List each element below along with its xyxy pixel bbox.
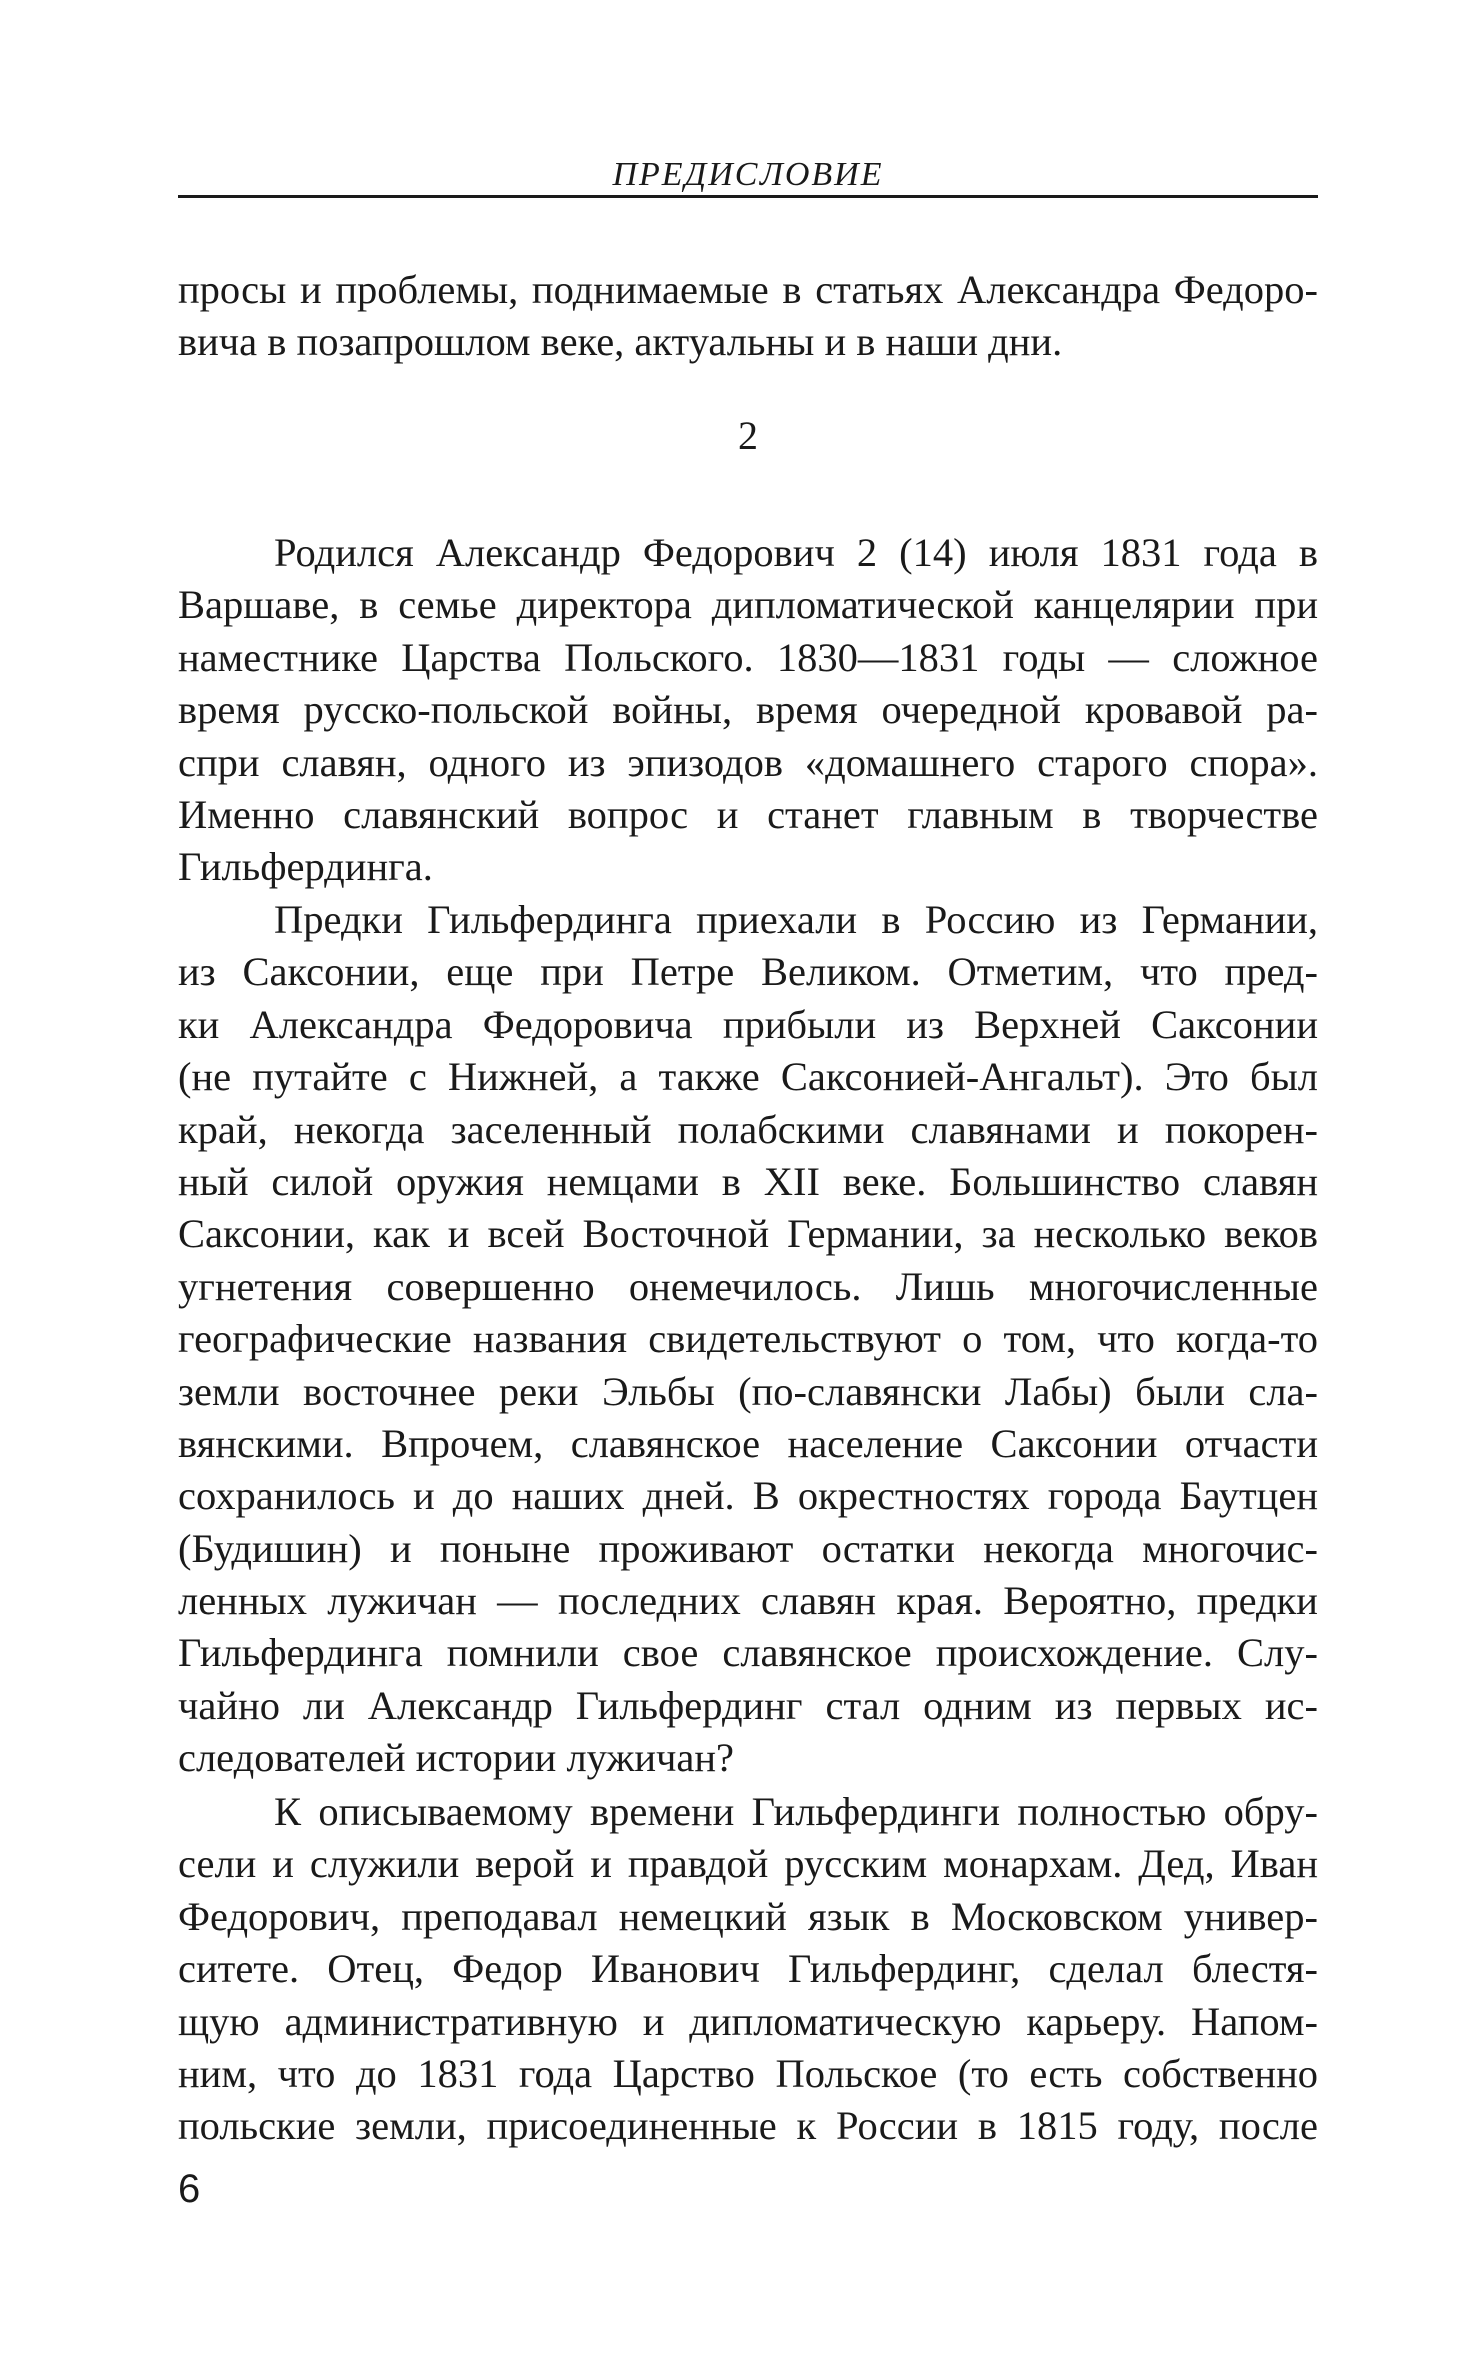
paragraph-russification xyxy=(178,1786,1318,2153)
text-line: сохранилось и до наших дней. В окрестностях города Баутцен xyxy=(178,1473,1318,1519)
text-line: (Будишин) и поныне проживают остатки некогда многочис- xyxy=(178,1525,1318,1571)
paragraph-continuation xyxy=(178,264,1318,369)
text-line: польские земли, присоединенные к России в 1815 году, после xyxy=(178,2103,1318,2149)
text-line: Варшаве, в семье директора дипломатической канцелярии при xyxy=(178,582,1318,628)
text-line: Родился Александр Федорович 2 (14) июля 1831 года в xyxy=(274,530,1318,575)
text-line: вянскими. Впрочем, славянское население Саксонии отчасти xyxy=(178,1420,1318,1466)
text-line: угнетения совершенно онемечилось. Лишь многочисленные xyxy=(178,1263,1318,1309)
text-line: географические названия свидетельствуют о том, что когда-то xyxy=(178,1316,1318,1362)
text-line: вича в позапрошлом веке, актуальны и в наши дни. xyxy=(178,319,1063,365)
text-line: Федорович, преподавал немецкий язык в Московском универ- xyxy=(178,1893,1318,1939)
text-line: следователей истории лужичан? xyxy=(178,1735,735,1781)
text-line: сели и служили верой и правдой русским монархам. Дед, Иван xyxy=(178,1841,1318,1887)
text-line: ситете. Отец, Федор Иванович Гильфердинг, сделал блестя- xyxy=(178,1946,1318,1992)
text-line: из Саксонии, еще при Петре Великом. Отметим, что пред- xyxy=(178,949,1318,995)
text-line: земли восточнее реки Эльбы (по-славянски Лабы) были сла- xyxy=(178,1368,1318,1414)
text-line: Саксонии, как и всей Восточной Германии, за несколько веков xyxy=(178,1211,1318,1257)
text-line: чайно ли Александр Гильфердинг стал одним из первых ис- xyxy=(178,1682,1318,1728)
text-line: Гильфердинга. xyxy=(178,844,433,890)
section-number: 2 xyxy=(738,413,758,458)
text-line: ки Александра Федоровича прибыли из Верхней Саксонии xyxy=(178,1001,1318,1047)
paragraph-birth xyxy=(178,527,1318,894)
running-header-title: ПРЕДИСЛОВИЕ xyxy=(612,156,884,193)
text-line: (не путайте с Нижней, а также Саксонией-Ангальт). Это был xyxy=(178,1054,1318,1100)
text-line: Гильфердинга помнили свое славянское происхождение. Слу- xyxy=(178,1630,1318,1676)
text-line: К описываемому времени Гильфердинги полностью обру- xyxy=(274,1789,1318,1834)
header-rule xyxy=(178,195,1318,198)
text-line: щую административную и дипломатическую карьеру. Напом- xyxy=(178,1998,1318,2044)
text-line: просы и проблемы, поднимаемые в статьях Александра Федоро- xyxy=(178,267,1318,312)
text-line: спри славян, одного из эпизодов «домашнего старого спора». xyxy=(178,739,1318,785)
text-line: время русско-польской войны, время очередной кровавой ра- xyxy=(178,687,1318,733)
text-line: Именно славянский вопрос и станет главным в творчестве xyxy=(178,791,1318,837)
text-line: край, некогда заселенный полабскими славянами и покорен- xyxy=(178,1106,1318,1152)
text-line: ним, что до 1831 года Царство Польское (то есть собственно xyxy=(178,2050,1318,2096)
text-line: ленных лужичан — последних славян края. Вероятно, предки xyxy=(178,1578,1318,1624)
text-line: ный силой оружия немцами в XII веке. Большинство славян xyxy=(178,1158,1318,1204)
paragraph-ancestors xyxy=(178,894,1318,1785)
text-line: Предки Гильфердинга приехали в Россию из Германии, xyxy=(274,897,1318,942)
page-number: 6 xyxy=(178,2167,201,2211)
text-line: наместнике Царства Польского. 1830—1831 годы — сложное xyxy=(178,634,1318,680)
